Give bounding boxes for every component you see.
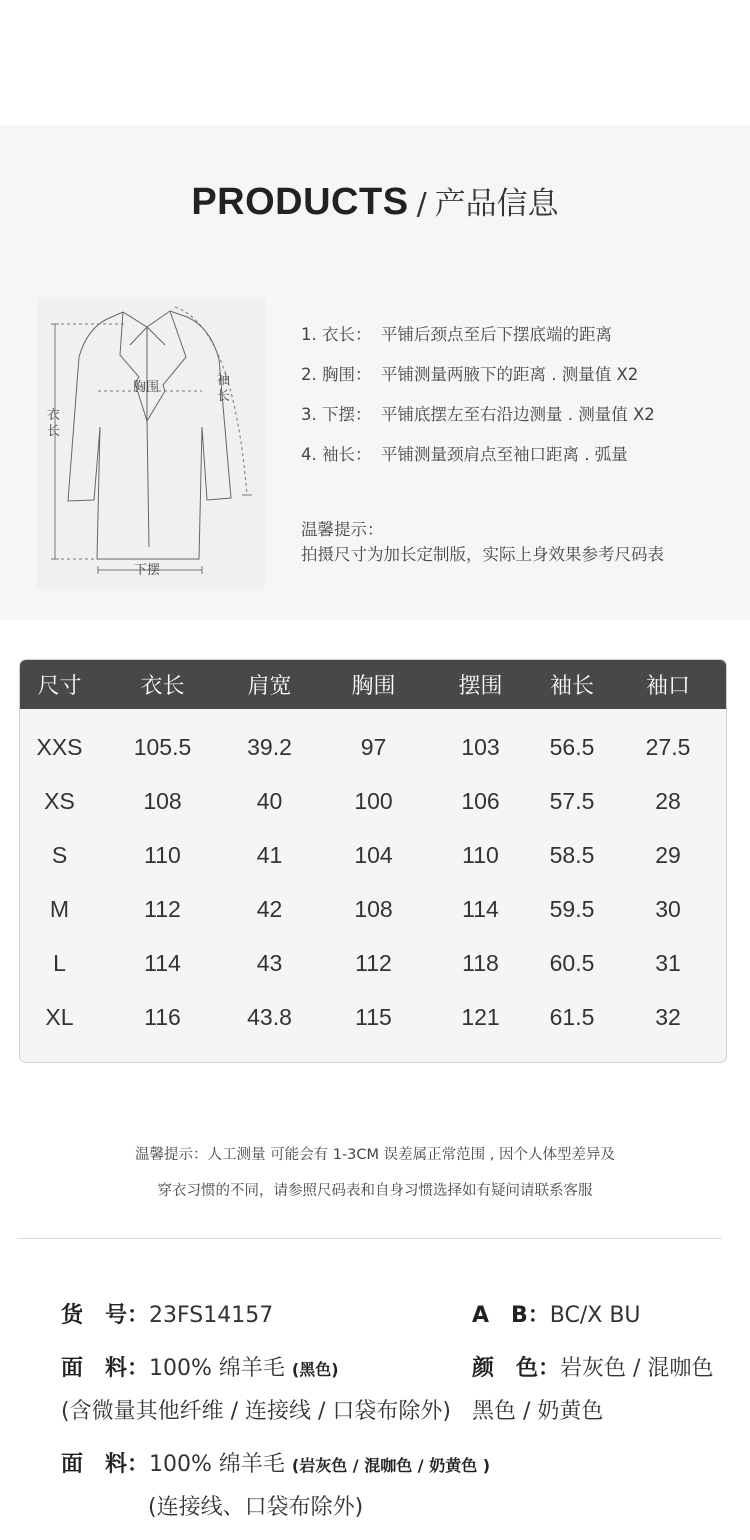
header-cell: 尺寸 (37, 674, 82, 699)
table-cell: 31 (655, 949, 681, 976)
fabric-note-2: (岩灰色 / 混咖色 / 奶黄色 ) (291, 1456, 491, 1475)
color-value-1: 岩灰色 / 混咖色 (560, 1356, 714, 1381)
table-row (20, 936, 726, 990)
table-cell: 43.8 (247, 1003, 292, 1030)
tip-block (301, 517, 664, 567)
table-cell: 58.5 (549, 841, 595, 868)
title-en: PRODUCTS (191, 181, 409, 223)
measurement-definitions (301, 321, 655, 481)
table-cell: 112 (355, 949, 392, 976)
page-title (0, 178, 750, 224)
table-cell: 100 (354, 787, 393, 814)
ab-label: A B： (472, 1303, 550, 1328)
notice-line-1: 温馨提示：人工测量 可能会有 1-3CM 误差属正常范围 , 因个人体型差异及 (135, 1147, 615, 1163)
table-cell: 60.5 (549, 949, 595, 976)
label-sleeve-1: 袖 (217, 373, 231, 388)
sku-row (61, 1298, 273, 1329)
table-row (20, 828, 726, 882)
table-cell: 57.5 (549, 787, 595, 814)
table-cell: 110 (144, 841, 181, 868)
table-cell: 118 (462, 949, 499, 976)
table-cell: 108 (354, 895, 393, 922)
color-row-2 (472, 1394, 603, 1425)
tip-text: 拍摄尺寸为加长定制版，实际上身效果参考尺码表 (301, 545, 664, 564)
color-value-2: 黑色 / 奶黄色 (472, 1399, 604, 1424)
definition-item: 2. 胸围： 平铺测量两腋下的距离 . 测量值 X2 (301, 365, 639, 384)
table-cell: 29 (655, 841, 681, 868)
table-cell: 41 (256, 841, 283, 868)
table-row (20, 774, 726, 828)
title-separator: / (416, 187, 427, 222)
sku-label: 货 号： (61, 1303, 150, 1328)
table-cell: 42 (256, 895, 283, 922)
table-body (20, 709, 726, 1044)
definition-item: 4. 袖长： 平铺测量颈肩点至袖口距离 . 弧量 (301, 445, 628, 464)
fabric-extra: (含微量其他纤维 / 连接线 / 口袋布除外) (61, 1399, 451, 1424)
table-cell: 103 (461, 733, 500, 760)
table-cell: 104 (354, 841, 393, 868)
fabric-label: 面 料： (61, 1356, 150, 1381)
table-cell: 110 (462, 841, 499, 868)
header-cell: 摆围 (458, 674, 503, 699)
label-length-1: 衣 (47, 408, 61, 423)
table-cell: 121 (461, 1003, 500, 1030)
fabric-value-2: 100% 绵羊毛 (149, 1452, 285, 1477)
table-cell: 28 (655, 787, 681, 814)
measurement-notice (0, 1137, 750, 1209)
table-cell: 43 (256, 949, 283, 976)
size-table (19, 659, 727, 1063)
title-cn: 产品信息 (434, 186, 559, 222)
table-row (20, 990, 726, 1044)
table-cell: 114 (462, 895, 499, 922)
table-cell: 39.2 (247, 733, 292, 760)
table-cell: S (51, 841, 68, 868)
color-row (472, 1351, 713, 1382)
sku-value: 23FS14157 (149, 1303, 274, 1328)
fabric-row-1 (61, 1351, 339, 1382)
fabric-extra-row-2 (148, 1490, 363, 1521)
table-cell: 40 (256, 787, 283, 814)
definition-item: 3. 下摆： 平铺底摆左至右沿边测量 . 测量值 X2 (301, 405, 655, 424)
fabric-row-2 (61, 1447, 490, 1478)
ab-row (472, 1298, 641, 1329)
fabric-value: 100% 绵羊毛 (149, 1356, 285, 1381)
table-cell: 32 (655, 1003, 681, 1030)
tip-title: 温馨提示： (301, 520, 384, 539)
table-cell: 59.5 (549, 895, 595, 922)
coat-diagram (37, 297, 265, 589)
table-cell: 30 (655, 895, 681, 922)
table-row (20, 720, 726, 774)
label-length-2: 长 (47, 424, 61, 439)
divider (17, 1238, 722, 1239)
table-cell: L (53, 949, 66, 976)
table-cell: 56.5 (549, 733, 595, 760)
table-cell: 108 (143, 787, 182, 814)
fabric-note: (黑色) (291, 1360, 339, 1379)
table-cell: 61.5 (549, 1003, 595, 1030)
fabric-label-2: 面 料： (61, 1452, 150, 1477)
table-cell: 27.5 (645, 733, 691, 760)
label-chest: 胸围 (133, 380, 160, 395)
table-cell: XS (44, 787, 75, 814)
header-cell: 袖长 (549, 674, 594, 699)
fabric-extra-2: (连接线、口袋布除外) (148, 1495, 364, 1520)
header-cell: 衣长 (140, 674, 185, 699)
table-cell: 115 (355, 1003, 392, 1030)
table-header (20, 660, 726, 709)
table-cell: XL (45, 1003, 74, 1030)
header-cell: 胸围 (351, 674, 396, 699)
notice-line-2: 穿衣习惯的不同，请参照尺码表和自身习惯选择如有疑问请联系客服 (157, 1183, 593, 1199)
table-cell: 106 (461, 787, 500, 814)
header-cell: 肩宽 (247, 674, 292, 699)
fabric-extra-row (61, 1394, 451, 1425)
table-cell: M (49, 895, 70, 922)
table-cell: XXS (36, 733, 83, 760)
ab-value: BC/X BU (549, 1303, 641, 1328)
table-cell: 114 (144, 949, 181, 976)
color-label: 颜 色： (472, 1356, 561, 1381)
definition-item: 1. 衣长： 平铺后颈点至后下摆底端的距离 (301, 325, 612, 344)
table-cell: 116 (144, 1003, 181, 1030)
header-cell: 袖口 (645, 674, 690, 699)
table-cell: 112 (144, 895, 181, 922)
table-row (20, 882, 726, 936)
label-hem: 下摆 (134, 563, 161, 578)
table-cell: 105.5 (133, 733, 192, 760)
table-cell: 97 (360, 733, 387, 760)
label-sleeve-2: 长 (217, 389, 231, 404)
